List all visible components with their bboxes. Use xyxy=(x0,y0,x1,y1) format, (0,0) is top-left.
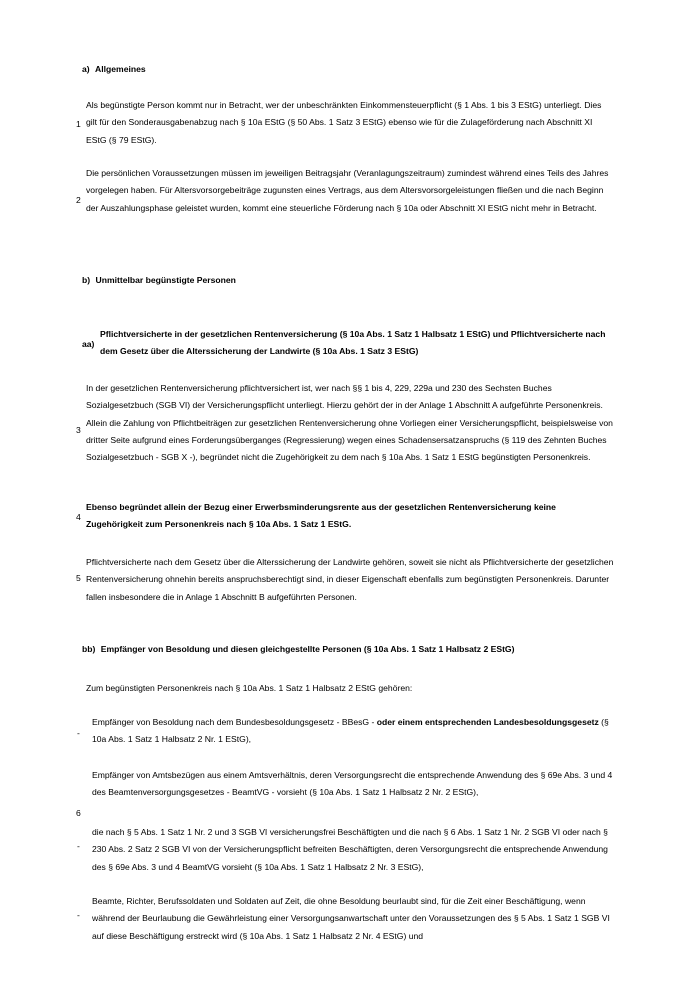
section-label: aa) xyxy=(82,339,95,349)
list-item-text-bold: oder einem entsprechenden Landesbesoldungsgesetz xyxy=(376,717,599,727)
paragraph-number: 2 xyxy=(76,195,81,205)
paragraph-text: Als begünstigte Person kommt nur in Betracht, wer der unbeschränkten Einkommensteuerpflicht (§ 1 Abs. 1 bis 3 EStG) unterliegt. Dies gilt für den Sonderausgabenabzug nach § 10a EStG (§ 50 Abs. 1 Satz 3 EStG) ebenso wie für die Zulageförderung nach Abschnitt XI EStG (§ 79 EStG). xyxy=(86,100,602,145)
list-item: Empfänger von Amtsbezügen aus einem Amtsverhältnis, deren Versorgungsrecht die entsprechende Anwendung des § 69e Abs. 3 und 4 des Beamtenversorgungsgesetzes - BeamtVG - vorsieht (§ 10a Abs. 1 Satz 1 Halbsatz 2 Nr. 2 EStG), xyxy=(92,770,613,798)
paragraph-text: In der gesetzlichen Rentenversicherung pflichtversichert ist, wer nach §§ 1 bis 4, 229, 229a und 230 des Sechsten Buches Sozialgesetzbuch (SGB VI) der Versicherungspflicht unterliegt. Hierzu gehört der in der Anlage 1 Abschnitt A aufgeführte Personenkreis. Allein die Zahlung von Pflichtbeiträgen zur gesetzlichen Rentenversicherung ohne Vorliegen einer Versicherungspflicht, beispielsweise von dritter Seite aufgrund eines Forderungsüberganges (Regressierung) wegen eines Schadensersatzanspruchs (§ 119 des Zehnten Buches Sozialgesetzbuch - SGB X -), begründet nicht die Zugehörigkeit zu dem nach § 10a Abs. 1 Satz 1 EStG begünstigten Personenkreis. xyxy=(86,383,613,463)
list-item-text: Empfänger von Besoldung nach dem Bundesbesoldungsgesetz - BBesG - xyxy=(92,717,377,727)
paragraph-number: 6 xyxy=(76,808,81,818)
section-label: b) xyxy=(82,275,91,285)
section-title: Unmittelbar begünstigte Personen xyxy=(95,275,236,285)
section-label: a) xyxy=(82,64,90,74)
paragraph-number: 3 xyxy=(76,425,81,435)
list-item-text: (§ 10a Abs. 1 Satz 1 Halbsatz 2 Nr. 1 EStG), xyxy=(92,717,609,745)
paragraph-text: Ebenso begründet allein der Bezug einer Erwerbsminderungsrente aus der gesetzlichen Rentenversicherung keine Zugehörigkeit zum Personenkreis nach § 10a Abs. 1 Satz 1 EStG. xyxy=(86,502,556,530)
paragraph-text: Die persönlichen Voraussetzungen müssen im jeweiligen Beitragsjahr (Veranlagungszeitraum) zumindest während eines Teils des Jahres vorgelegen haben. Für Altersvorsorgebeiträge zugunsten eines Vertrags, aus dem Altersvorsorgeleistungen fließen und die nach Beginn der Auszahlungsphase geleistet wurden, kommt eine steuerliche Förderung nach § 10a oder Abschnitt XI EStG nicht mehr in Betracht. xyxy=(86,168,609,213)
section-title: Allgemeines xyxy=(95,64,146,74)
paragraph-number: 5 xyxy=(76,573,81,583)
section-title: Empfänger von Besoldung und diesen gleichgestellte Personen (§ 10a Abs. 1 Satz 1 Halbsatz 2 EStG) xyxy=(100,644,515,654)
section-heading-b xyxy=(82,273,236,287)
section-label: bb) xyxy=(82,644,96,654)
section-heading-bb xyxy=(82,642,514,656)
paragraph-number: 1 xyxy=(76,119,81,129)
paragraph-text: Pflichtversicherte nach dem Gesetz über die Alterssicherung der Landwirte gehören, soweit sie nicht als Pflichtversicherte der gesetzlichen Rentenversicherung ohnehin bereits anspruchsberechtigt sind, in dieser Eigenschaft ebenfalls zum begünstigten Personenkreis. Darunter fallen insbesondere die in Anlage 1 Abschnitt B aufgeführten Personen. xyxy=(86,557,614,602)
list-item: Beamte, Richter, Berufssoldaten und Soldaten auf Zeit, die ohne Besoldung beurlaubt sind, für die Zeit einer Beschäftigung, wenn während der Beurlaubung die Gewährleistung einer Versorgungsanwartschaft unter den Voraussetzungen des § 5 Abs. 1 Satz 1 SGB VI auf diese Beschäftigung erstreckt wird (§ 10a Abs. 1 Satz 1 Halbsatz 2 Nr. 4 EStG) und xyxy=(92,896,610,941)
section-title: Pflichtversicherte in der gesetzlichen Rentenversicherung (§ 10a Abs. 1 Satz 1 Halbsatz 1 EStG) und Pflichtversicherte nach dem Gesetz über die Alterssicherung der Landwirte (§ 10a Abs. 1 Satz 3 EStG) xyxy=(100,329,606,357)
section-heading-a xyxy=(82,62,146,76)
paragraph-number: 4 xyxy=(76,512,81,522)
list-dash: - xyxy=(77,910,80,920)
paragraph-intro: Zum begünstigten Personenkreis nach § 10a Abs. 1 Satz 1 Halbsatz 2 EStG gehören: xyxy=(86,683,413,693)
list-dash: - xyxy=(77,841,80,851)
list-item xyxy=(92,714,614,749)
list-item: die nach § 5 Abs. 1 Satz 1 Nr. 2 und 3 SGB VI versicherungsfrei Beschäftigten und die nach § 6 Abs. 1 Satz 1 Nr. 2 SGB VI oder nach § 230 Abs. 2 Satz 2 SGB VI von der Versicherungspflicht befreiten Beschäftigten, deren Versorgungsrecht die entsprechende Anwendung des § 69e Abs. 3 und 4 BeamtVG vorsieht (§ 10a Abs. 1 Satz 1 Halbsatz 2 Nr. 3 EStG), xyxy=(92,827,608,872)
list-dash: - xyxy=(77,728,80,738)
